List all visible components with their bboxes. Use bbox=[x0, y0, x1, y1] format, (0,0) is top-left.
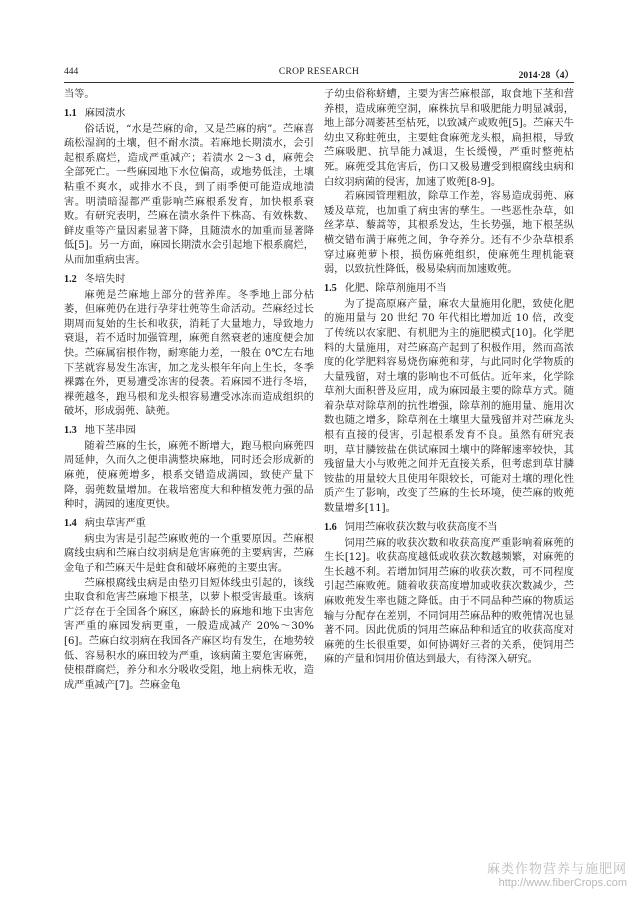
section-heading bbox=[64, 272, 314, 287]
running-header bbox=[64, 67, 574, 81]
watermark bbox=[487, 858, 627, 889]
body-paragraph: 子幼虫俗称蛴螬，主要为害苎麻根部，取食地下茎和营养根，造成麻蔸空洞，麻株抗旱和吸肥能力明显减弱，地上部分凋萎甚至枯死，以致减产或败蔸[5]。苎麻天牛幼虫又称蛀蔸虫，主要蛀食麻蔸龙头根，扁担根，导致苎麻吸肥、抗旱能力减退，生长缓慢，严重时整蔸枯死。麻蔸受其危害后，伤口又极易遭受到根腐线虫病和白纹羽病菌的侵害，加速了败蔸[8-9]。 bbox=[324, 89, 574, 188]
section-heading bbox=[324, 281, 574, 296]
section-number: 1.2 bbox=[64, 273, 77, 285]
watermark-title: 麻类作物营养与施肥网 bbox=[486, 862, 627, 877]
body-paragraph: 苎麻根腐线虫病是由垫刃目短体线虫引起的，该线虫取食和危害苎麻地下根茎，以萝卜根受害最重。该病广泛存在于全国各个麻区，麻龄长的麻地和地下虫害危害严重的麻园发病更重，一般造成减产 20%～30%[6]。苎麻白纹羽病在我国各产麻区均有发生，在地势较低、容易积水的麻田较为严重，该病菌主要危害麻蔸，使根群腐烂，养分和水分吸收受阻，地上病株无收，造成严重减产[7]。苎麻金龟 bbox=[64, 577, 314, 691]
body-paragraph: 为了提高原麻产量，麻农大量施用化肥，致使化肥的施用量与 20 世纪 70 年代相比增加近 10 倍，改变了传统以农家肥、有机肥为主的施肥模式[10]。化学肥料的大量施用，对苎麻高产起到了积极作用，然而高浓度的化学肥料容易烧伤麻蔸和芽，与此同时化学物质的大量残留，对土壤的影响也不可低估。近年来，化学除草剂大面积普及应用，成为麻园最主要的除草方式。随着杂草对除草剂的抗性增强，除草剂的施用量、施用次数也随之增多，除草剂在土壤里大量残留并对苎麻龙头根有直接的侵害，引起根系发育不良。虽然有研究表明，草甘膦铵盐在供试麻园土壤中的降解速率较快，其残留量大小与败蔸之间并无直接关系，但考虑到草甘膦铵盐的用量较大且使用年限较长，可能对土壤的理化性质产生了影响，改变了苎麻的生长环境，使苎麻的败蔸数量增多[11]。 bbox=[324, 298, 574, 515]
section-number: 1.5 bbox=[324, 282, 337, 294]
body-paragraph: 病虫为害是引起苎麻败蔸的一个重要原因。苎麻根腐线虫病和苎麻白纹羽病是危害麻蔸的主要病害，苎麻金龟子和苎麻天牛是蛀食和破坏麻蔸的主要虫害。 bbox=[64, 533, 314, 575]
section-number: 1.1 bbox=[64, 107, 77, 119]
issue-label: 2014·28（4） bbox=[518, 71, 574, 81]
section-number: 1.3 bbox=[64, 424, 77, 436]
body-paragraph: 当等。 bbox=[64, 89, 95, 100]
section-heading bbox=[324, 520, 574, 535]
journal-name: CROP RESEARCH bbox=[278, 67, 360, 77]
left-column bbox=[64, 88, 314, 693]
section-title: 化肥、除草剂施用不当 bbox=[344, 282, 447, 294]
section-heading bbox=[64, 106, 314, 121]
body-paragraph: 若麻园管理粗放，除草工作差，容易造成弱蔸、麻矮及草荒，也加重了病虫害的孳生。一些恶性杂草，如丝茅草、藜蒿等，其根系发达，生长势强，地下根茎纵横交错布满于麻蔸之间，争夺养分。还有不少杂草根系穿过麻蔸萝卜根，损伤麻蔸组织，使麻蔸生理机能衰弱，以致抗性降低，极易染病而加速败蔸。 bbox=[324, 191, 574, 276]
section-title: 饲用苎麻收获次数与收获高度不当 bbox=[344, 521, 498, 533]
section-heading bbox=[64, 516, 314, 531]
section-number: 1.4 bbox=[64, 517, 77, 529]
header-rule bbox=[64, 82, 574, 83]
section-title: 冬培失时 bbox=[84, 273, 126, 285]
section-title: 麻园渍水 bbox=[84, 107, 126, 119]
section-title: 地下茎串园 bbox=[84, 424, 136, 436]
body-paragraph: 随着苎麻的生长，麻蔸不断增大，跑马根向麻蔸四周延伸，久而久之便串满整块麻地，同时还会形成新的麻蔸，使麻蔸增多，根系交错造成满园，致使产量下降，弱蔸数量增加。在栽培密度大和种植发蔸力强的品种时，满园的速度更快。 bbox=[64, 440, 314, 511]
right-column bbox=[324, 88, 574, 668]
watermark-url: http://www.fiberCrops.com bbox=[498, 877, 627, 889]
page-number: 444 bbox=[64, 67, 79, 77]
section-number: 1.6 bbox=[324, 521, 337, 533]
body-paragraph: 麻蔸是苎麻地上部分的营养库。冬季地上部分枯萎，但麻蔸仍在进行孕芽壮蔸等生命活动。苎麻经过长期周而复始的生长和收获，消耗了大量地力，导致地力衰退，若不适时加强管理，麻蔸自然衰老的速度便会加快。苎麻属宿根作物，耐寒能力差，一般在 0℃左右地下茎就容易发生冻害，加之龙头根年年向上生长，冬季裸露在外，更易遭受冻害的侵袭。若麻园不进行冬培，裸蔸越冬，跑马根和龙头根容易遭受冰冻而造成组织的破坏，形成弱蔸、缺蔸。 bbox=[64, 289, 314, 418]
section-heading bbox=[64, 423, 314, 438]
section-title: 病虫草害严重 bbox=[84, 517, 146, 529]
body-paragraph: 饲用苎麻的收获次数和收获高度严重影响着麻蔸的生长[12]。收获高度越低或收获次数越频繁，对麻蔸的生长越不利。若增加饲用苎麻的收获次数，可不同程度引起苎麻败蔸。随着收获高度增加或收获次数减少，苎麻败蔸发生率也随之降低。由于不同品种苎麻的物质运输与分配存在差别，不同饲用苎麻品种的败蔸情况也显著不同。因此优质的饲用苎麻品种和适宜的收获高度对麻蔸的生长很重要，如何协调好三者的关系，使饲用苎麻的产量和饲用价值达到最大，有待深入研究。 bbox=[324, 537, 574, 666]
body-paragraph: 俗话说，“水是苎麻的命，又是苎麻的病”。苎麻喜疏松湿润的土壤，但不耐水渍。若麻地长期渍水，会引起根系腐烂，造成严重减产；若渍水 2～3 d，麻蔸会全部死亡。一些麻园地下水位偏高，或地势低洼，土壤粘重不爽水，或排水不良，到了雨季便可能造成地渍害。明渍暗湿都严重影响苎麻根系发育，加快根系衰败。有研究表明，苎麻在渍水条件下株高、有效株数、鲜皮重等产量因素显著下降，且随渍水的加重而显著降低[5]。另一方面，麻园长期渍水会引起地下根系腐烂，从而加重病虫害。 bbox=[64, 123, 314, 266]
